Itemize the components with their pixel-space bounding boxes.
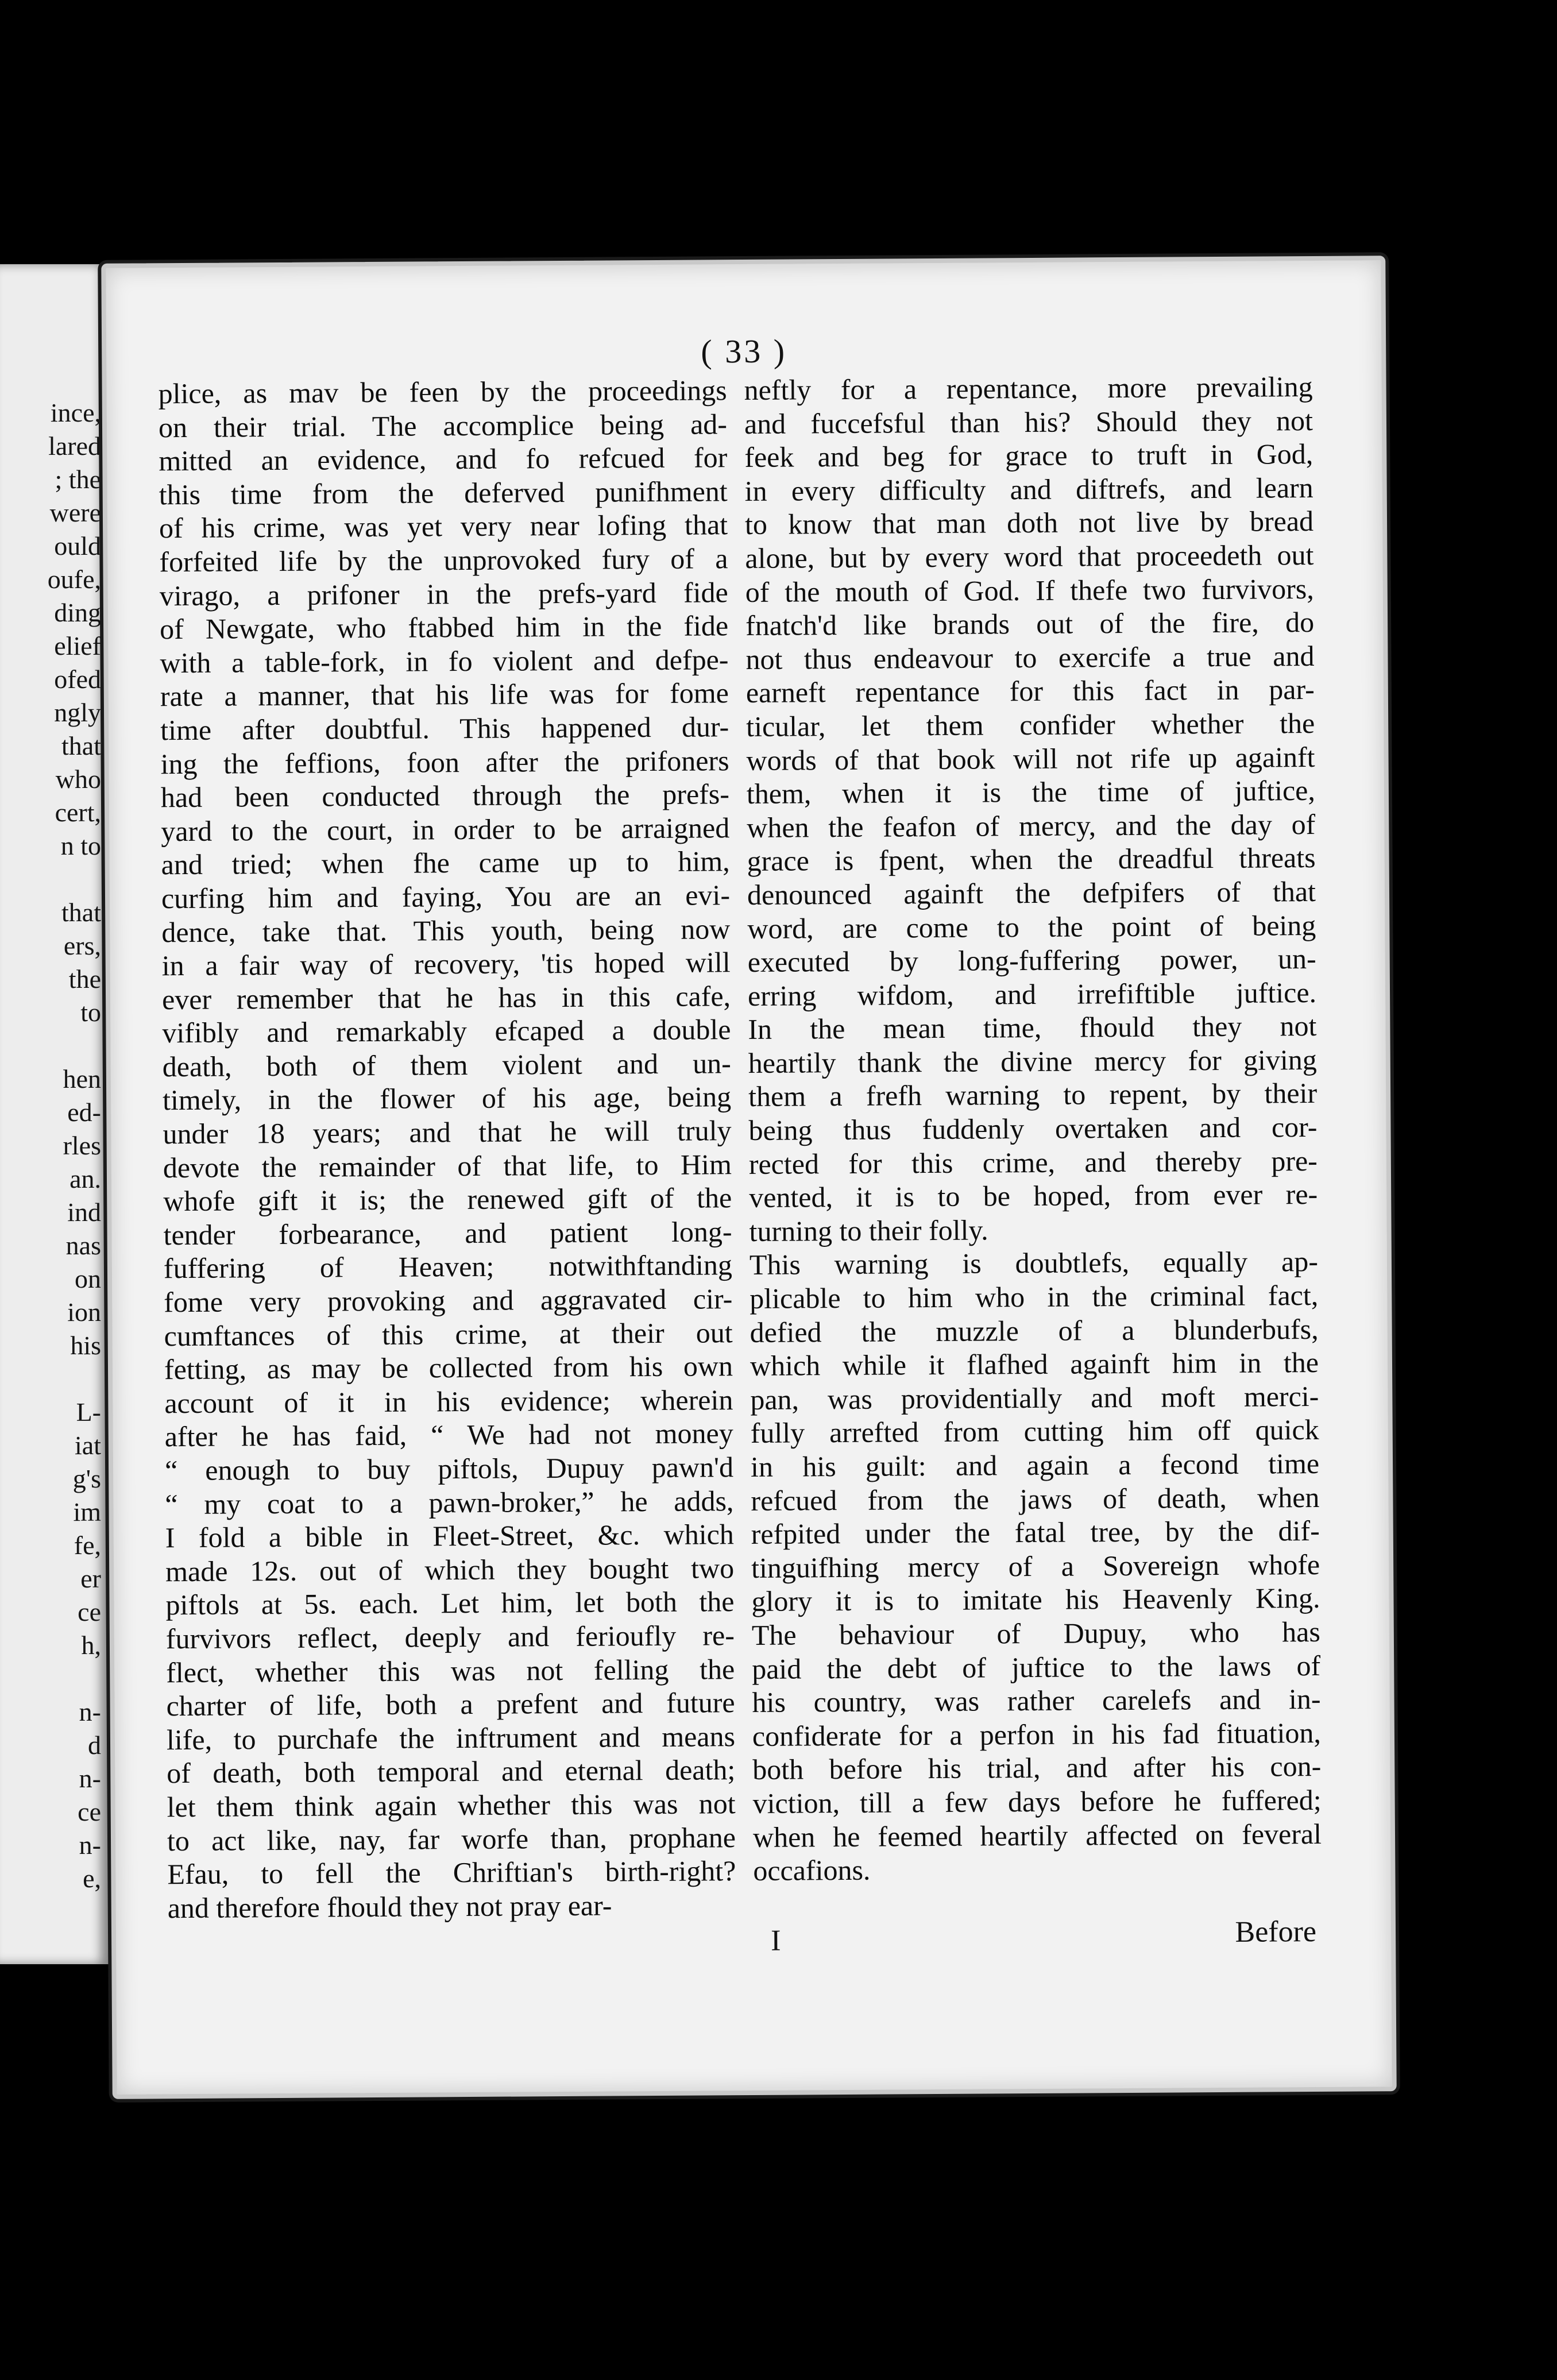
text-line: in his guilt: and again a fecond time xyxy=(750,1447,1320,1483)
text-line: ticular, let them confider whether the xyxy=(746,706,1315,743)
text-line: executed by long-fuffering power, un- xyxy=(747,942,1316,979)
facing-page-fragment: were xyxy=(49,498,101,527)
text-line: death, both of them violent and un- xyxy=(162,1047,731,1083)
facing-page-fragment: rles xyxy=(63,1131,101,1160)
text-line: in every difficulty and diftrefs, and learn xyxy=(744,471,1313,507)
text-line: heartily thank the divine mercy for giving xyxy=(748,1043,1317,1079)
text-line: grace is fpent, when the dreadful threats xyxy=(747,841,1316,878)
facing-page-fragment: d xyxy=(88,1730,101,1760)
text-line: let them think again whether this was not xyxy=(167,1787,736,1823)
text-line: of death, both temporal and eternal death; xyxy=(167,1753,736,1790)
text-line: time after doubtful. This happened dur- xyxy=(160,710,729,747)
text-line: earneft repentance for this fact in par- xyxy=(745,673,1315,709)
text-line: to know that man doth not live by bread xyxy=(744,505,1314,541)
text-line: made 12s. out of which they bought two xyxy=(165,1551,735,1587)
text-line: plicable to him who in the criminal fact, xyxy=(749,1278,1319,1315)
facing-page-fragment: that xyxy=(61,898,101,927)
facing-page-fragment: er xyxy=(80,1564,101,1593)
text-line: fnatch'd like brands out of the fire, do xyxy=(745,606,1315,642)
text-line: account of it in his evidence; wherein xyxy=(164,1383,733,1420)
text-line: devote the remainder of that life, to Him xyxy=(163,1148,732,1184)
text-line: when the feafon of mercy, and the day of xyxy=(747,808,1316,844)
facing-page-fragment xyxy=(0,1029,109,1062)
facing-page-fragment: ce xyxy=(78,1797,101,1826)
text-line: mitted an evidence, and fo refcued for xyxy=(159,441,728,477)
facing-page-fragment: g's xyxy=(72,1464,101,1493)
text-line: yard to the court, in order to be arraigned xyxy=(161,811,730,847)
text-line: under 18 years; and that he will truly xyxy=(163,1114,732,1150)
facing-page-fragment: im xyxy=(73,1497,101,1527)
book-page xyxy=(101,256,1396,2099)
text-line: virago, a prifoner in the prefs-yard fide xyxy=(159,575,728,612)
facing-page-fragment: lared xyxy=(48,431,101,461)
text-line: fully arrefted from cutting him off quick xyxy=(750,1413,1319,1450)
text-line: flect, whether this was not felling the xyxy=(166,1652,735,1689)
facing-page-fragment: h, xyxy=(81,1631,101,1660)
text-line: In the mean time, fhould they not xyxy=(748,1010,1317,1046)
right-text-column xyxy=(744,370,1322,1888)
facing-page-fragment: ce xyxy=(78,1597,101,1626)
text-line: with a table-fork, in fo violent and defpe- xyxy=(160,643,729,679)
text-line: of his crime, was yet very near lofing that xyxy=(159,508,728,544)
text-line: plice, as mav be feen by the proceedings xyxy=(158,374,727,410)
text-line: forfeited life by the unprovoked fury of a xyxy=(159,542,728,578)
facing-page-fragment xyxy=(0,863,109,896)
text-line: not thus endeavour to exercife a true and xyxy=(745,639,1315,675)
text-line: of Newgate, who ftabbed him in the fide xyxy=(159,609,729,646)
facing-page-fragment: elief xyxy=(54,631,101,660)
facing-page-fragment: ion xyxy=(67,1297,101,1327)
text-line: charter of life, both a prefent and future xyxy=(166,1686,735,1722)
text-line: which while it flafhed againft him in the xyxy=(749,1346,1319,1382)
text-line: being thus fuddenly overtaken and cor- xyxy=(748,1111,1318,1147)
facing-page-fragment: ngly xyxy=(54,698,101,727)
text-line: piftols at 5s. each. Let him, let both the xyxy=(165,1585,735,1621)
text-line: them a frefh warning to repent, by their xyxy=(748,1077,1318,1113)
text-line: vifibly and remarkably efcaped a double xyxy=(162,1013,731,1049)
text-line: curfing him and faying, You are an evi- xyxy=(161,879,731,915)
facing-page-fragment: L- xyxy=(76,1397,101,1427)
text-line: furvivors reflect, deeply and ferioufly re- xyxy=(165,1619,735,1655)
facing-page-fragment: his xyxy=(70,1331,101,1360)
facing-page-fragment xyxy=(0,1662,109,1695)
text-line: on their trial. The accomplice being ad- xyxy=(158,407,728,443)
text-line: alone, but by every word that proceedeth out xyxy=(745,538,1314,574)
text-line: This warning is doubtlefs, equally ap- xyxy=(749,1245,1319,1281)
catchword: Before xyxy=(1235,1915,1317,1949)
text-line: Efau, to fell the Chriftian's birth-right? xyxy=(167,1854,736,1891)
text-line: rate a manner, that his life was for fome xyxy=(160,677,729,713)
text-line: in a fair way of recovery, 'tis hoped will xyxy=(161,946,731,982)
facing-page-fragments xyxy=(0,396,109,1895)
text-line: neftly for a repentance, more prevailing xyxy=(744,370,1313,407)
text-line: viction, till a few days before he fuffered; xyxy=(752,1783,1322,1819)
text-line: after he has faid, “ We had not money xyxy=(164,1417,733,1453)
facing-page-fragment: oufe, xyxy=(47,565,101,594)
facing-page-fragment: hen xyxy=(63,1064,101,1094)
facing-page-fragment: ind xyxy=(67,1197,101,1227)
facing-page-fragment: n- xyxy=(79,1697,101,1726)
facing-page-fragment: that xyxy=(61,731,101,760)
facing-page-fragment: ed- xyxy=(67,1098,101,1127)
facing-page-fragment: the xyxy=(68,964,101,994)
facing-page-fragment: n to xyxy=(60,831,101,860)
facing-page-fragment: ; the xyxy=(55,465,101,494)
text-line: when he feemed heartily affected on feveral xyxy=(752,1817,1322,1853)
text-line: had been conducted through the prefs- xyxy=(160,778,730,814)
facing-page-fragment: cert, xyxy=(55,798,101,827)
facing-page-fragment: ould xyxy=(54,531,101,561)
text-line: erring wifdom, and irrefiftible juftice. xyxy=(747,976,1317,1012)
facing-page-fragment: nas xyxy=(65,1231,101,1260)
facing-page-fragment: to xyxy=(80,998,101,1027)
text-line: turning to their folly. xyxy=(749,1214,988,1247)
facing-page-fragment: an. xyxy=(69,1164,101,1193)
text-line: occafions. xyxy=(753,1853,871,1887)
text-line: refpited under the fatal tree, by the dif- xyxy=(751,1514,1320,1551)
text-line: and therefore fhould they not pray ear- xyxy=(167,1889,612,1924)
text-line: ever remember that he has in this cafe, xyxy=(161,979,731,1015)
facing-page-edge xyxy=(0,264,115,1964)
text-line: and fuccefsful than his? Should they not xyxy=(744,404,1313,440)
facing-page-fragment: ince, xyxy=(50,398,101,427)
text-line: The behaviour of Dupuy, who has xyxy=(751,1615,1321,1651)
text-line: paid the debt of juftice to the laws of xyxy=(752,1649,1321,1685)
text-line: tender forbearance, and patient long- xyxy=(163,1215,732,1251)
text-line: I fold a bible in Fleet-Street, &c. which xyxy=(165,1518,734,1554)
text-line: pan, was providentially and moft merci- xyxy=(750,1380,1319,1416)
text-line: timely, in the flower of his age, being xyxy=(162,1080,732,1116)
text-line: and tried; when fhe came up to him, xyxy=(161,845,730,881)
facing-page-fragment: ers, xyxy=(63,931,101,960)
text-line: “ enough to buy piftols, Dupuy pawn'd xyxy=(164,1451,734,1487)
text-line: fome very provoking and aggravated cir- xyxy=(164,1282,733,1319)
left-text-column xyxy=(158,373,736,1925)
facing-page-fragment: n- xyxy=(79,1830,101,1860)
text-line: to act like, nay, far worfe than, prophane xyxy=(167,1821,736,1857)
facing-page-fragment xyxy=(0,1362,109,1396)
text-line: word, are come to the point of being xyxy=(747,909,1316,945)
text-line: tinguifhing mercy of a Sovereign whofe xyxy=(751,1548,1320,1584)
text-line: his country, was rather carelefs and in- xyxy=(752,1683,1321,1719)
facing-page-fragment: iat xyxy=(75,1431,101,1460)
text-line: words of that book will not rife up againft xyxy=(746,740,1315,776)
text-line: life, to purchafe the inftrument and means xyxy=(166,1720,736,1756)
text-line: ing the feffions, foon after the prifoners xyxy=(160,744,729,780)
text-line: glory it is to imitate his Heavenly King. xyxy=(751,1582,1320,1618)
facing-page-fragment: who xyxy=(55,764,101,794)
text-line: vented, it is to be hoped, from ever re- xyxy=(749,1178,1318,1214)
text-line: them, when it is the time of juftice, xyxy=(746,774,1316,810)
text-line: denounced againft the defpifers of that xyxy=(747,875,1316,911)
facing-page-fragment: ofed xyxy=(54,664,101,694)
text-line: rected for this crime, and thereby pre- xyxy=(748,1144,1318,1180)
text-line: fuffering of Heaven; notwithftanding xyxy=(163,1249,733,1285)
page-number: ( 33 ) xyxy=(701,332,787,370)
facing-page-fragment: fe, xyxy=(74,1531,101,1560)
signature-mark: I xyxy=(770,1924,781,1957)
facing-page-fragment: n- xyxy=(79,1764,101,1793)
text-line: of the mouth of God. If thefe two furvivors, xyxy=(745,572,1314,608)
text-line: fetting, as may be collected from his own xyxy=(164,1350,733,1386)
facing-page-fragment: ding xyxy=(54,598,101,627)
text-line: both before his trial, and after his con- xyxy=(752,1750,1322,1786)
text-line: feek and beg for grace to truft in God, xyxy=(744,438,1313,474)
facing-page-fragment: on xyxy=(75,1264,101,1293)
facing-page-fragment: e, xyxy=(83,1864,101,1893)
text-line: confiderate for a perfon in his fad fituation, xyxy=(752,1716,1322,1752)
text-line: defied the muzzle of a blunderbufs, xyxy=(749,1312,1319,1349)
text-line: whofe gift it is; the renewed gift of the xyxy=(163,1181,732,1218)
text-line: dence, take that. This youth, being now xyxy=(161,912,731,948)
text-line: this time from the deferved punifhment xyxy=(159,474,728,511)
text-line: refcued from the jaws of death, when xyxy=(751,1481,1320,1517)
text-line: cumftances of this crime, at their out xyxy=(164,1316,733,1352)
text-line: “ my coat to a pawn-broker,” he adds, xyxy=(165,1484,734,1520)
